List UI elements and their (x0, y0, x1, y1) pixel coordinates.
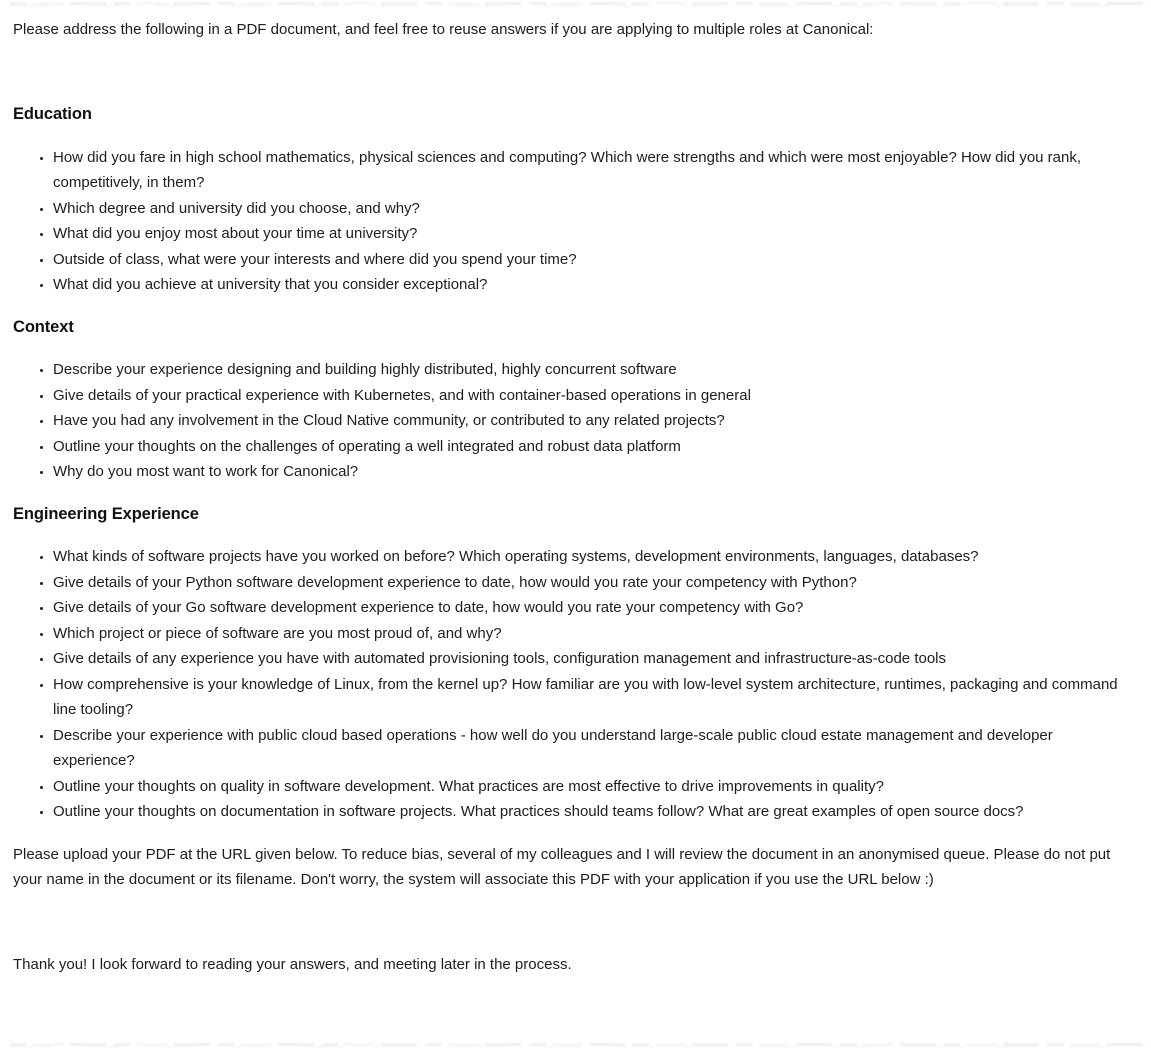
list-item: • Give details of your Go software development experience to date, how would you rate your competency with Go? (53, 595, 1138, 621)
list-item: • Which degree and university did you choose, and why? (53, 196, 1138, 222)
section-heading-education: Education (13, 105, 92, 123)
list-item: • Describe your experience designing and building highly distributed, highly concurrent software (53, 357, 1138, 383)
list-item: • How did you fare in high school mathematics, physical sciences and computing? Which were strengths and which were most enjoyable? How did you rank, competitively, in them? (53, 145, 1138, 196)
list-item: • Outline your thoughts on quality in software development. What practices are most effective to drive improvements in quality? (53, 774, 1138, 800)
list-item: • Give details of any experience you have with automated provisioning tools, configuration management and infrastructure-as-code tools (53, 646, 1138, 672)
list-item: • What did you enjoy most about your time at university? (53, 221, 1138, 247)
upload-instructions-paragraph: Please upload your PDF at the URL given below. To reduce bias, several of my colleagues and I will review the document in an anonymised queue. Please do not put your name in the document or its filename. Don't worry, the system will associate this PDF with your application if you use the URL below :) (13, 845, 1111, 888)
list-item: • Outline your thoughts on documentation in software projects. What practices should teams follow? What are great examples of open source docs? (53, 799, 1083, 825)
list-item: • How comprehensive is your knowledge of Linux, from the kernel up? How familiar are you with low-level system architecture, runtimes, packaging and command line tooling? (53, 672, 1138, 723)
context-question-list (13, 357, 1138, 485)
list-item: • What kinds of software projects have you worked on before? Which operating systems, development environments, languages, databases? (53, 544, 1138, 570)
list-item: • What did you achieve at university that you consider exceptional? (53, 272, 1138, 298)
engineering-question-list (13, 544, 1138, 825)
clipped-text-row-bottom (10, 1041, 1147, 1050)
list-item: • Outside of class, what were your interests and where did you spend your time? (53, 247, 1138, 273)
intro-paragraph: Please address the following in a PDF document, and feel free to reuse answers if you are applying to multiple roles at Canonical: (13, 21, 874, 38)
list-item: • Why do you most want to work for Canonical? (53, 459, 1138, 485)
blank-line (13, 910, 1138, 936)
blank-line (13, 60, 1138, 86)
section-heading-engineering-experience: Engineering Experience (13, 504, 199, 523)
section-heading-context: Context (13, 317, 74, 336)
list-item: • Describe your experience with public cloud based operations - how well do you understand large-scale public cloud estate management and developer experience? (53, 723, 1138, 774)
list-item: • Outline your thoughts on the challenges of operating a well integrated and robust data platform (53, 434, 1138, 460)
clipped-text-row-top (10, 0, 1147, 9)
list-item: • Give details of your practical experience with Kubernetes, and with container-based operations in general (53, 383, 1138, 409)
education-question-list (13, 145, 1138, 298)
list-item: • Have you had any involvement in the Cloud Native community, or contributed to any related projects? (53, 408, 1138, 434)
list-item: • Give details of your Python software development experience to date, how would you rate your competency with Python? (53, 570, 1138, 596)
list-item: • Which project or piece of software are you most proud of, and why? (53, 621, 1138, 647)
closing-paragraph: Thank you! I look forward to reading your answers, and meeting later in the process. (13, 956, 572, 973)
